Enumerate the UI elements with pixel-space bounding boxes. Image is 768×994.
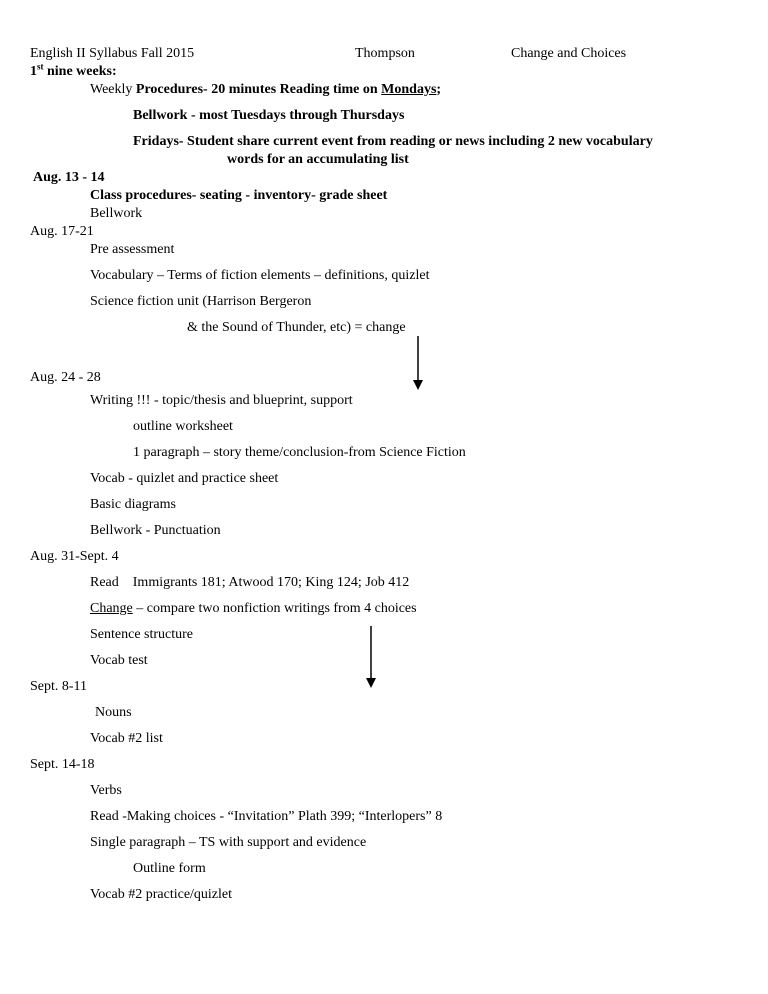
down-arrow-icon xyxy=(364,626,378,688)
week-item: 1 paragraph – story theme/conclusion-from Science Fiction xyxy=(133,445,466,460)
week-item: Pre assessment xyxy=(90,242,175,257)
week-item: Single paragraph – TS with support and evidence xyxy=(90,835,367,850)
week-item: Basic diagrams xyxy=(90,497,176,512)
week-item: Vocabulary – Terms of fiction elements – definitions, quizlet xyxy=(90,268,430,283)
week-item: Bellwork - Punctuation xyxy=(90,523,221,538)
week-item: Read -Making choices - “Invitation” Plath 399; “Interlopers” 8 xyxy=(90,809,443,824)
syllabus-title: English II Syllabus Fall 2015 xyxy=(30,46,195,61)
down-arrow-icon xyxy=(411,336,425,390)
weekly-fridays-line2: words for an accumulating list xyxy=(227,152,409,167)
week-date: Aug. 17-21 xyxy=(30,224,94,239)
week-item: Vocab test xyxy=(90,653,148,668)
week-item: Verbs xyxy=(90,783,122,798)
week-item: Vocab - quizlet and practice sheet xyxy=(90,471,279,486)
quarter-heading: 1st nine weeks: xyxy=(30,61,117,79)
week-date: Sept. 8-11 xyxy=(30,679,88,694)
week-item: Sentence structure xyxy=(90,627,194,642)
weekly-procedures: Weekly Procedures- 20 minutes Reading time on Mondays; xyxy=(90,82,442,97)
week-item: outline worksheet xyxy=(133,419,233,434)
week-item: Bellwork xyxy=(90,206,143,221)
week-date: Aug. 13 - 14 xyxy=(33,170,105,185)
week-item: Writing !!! - topic/thesis and blueprint, support xyxy=(90,393,353,408)
weekly-bellwork: Bellwork - most Tuesdays through Thursdays xyxy=(133,108,405,123)
weekly-fridays-line1: Fridays- Student share current event from reading or news including 2 new vocabulary xyxy=(133,134,653,149)
week-item: Class procedures- seating - inventory- grade sheet xyxy=(90,188,388,203)
week-item: Change – compare two nonfiction writings from 4 choices xyxy=(90,601,417,616)
week-item: & the Sound of Thunder, etc) = change xyxy=(187,320,406,335)
week-date: Sept. 14-18 xyxy=(30,757,95,772)
week-item: Science fiction unit (Harrison Bergeron xyxy=(90,294,312,309)
week-item: Outline form xyxy=(133,861,206,876)
teacher-name: Thompson xyxy=(355,46,415,61)
week-item: Vocab #2 list xyxy=(90,731,163,746)
week-date: Aug. 24 - 28 xyxy=(30,370,101,385)
week-item: Nouns xyxy=(95,705,132,720)
week-item: Vocab #2 practice/quizlet xyxy=(90,887,233,902)
week-item: Read Immigrants 181; Atwood 170; King 124; Job 412 xyxy=(90,575,410,590)
week-date: Aug. 31-Sept. 4 xyxy=(30,549,119,564)
course-theme: Change and Choices xyxy=(511,46,627,61)
